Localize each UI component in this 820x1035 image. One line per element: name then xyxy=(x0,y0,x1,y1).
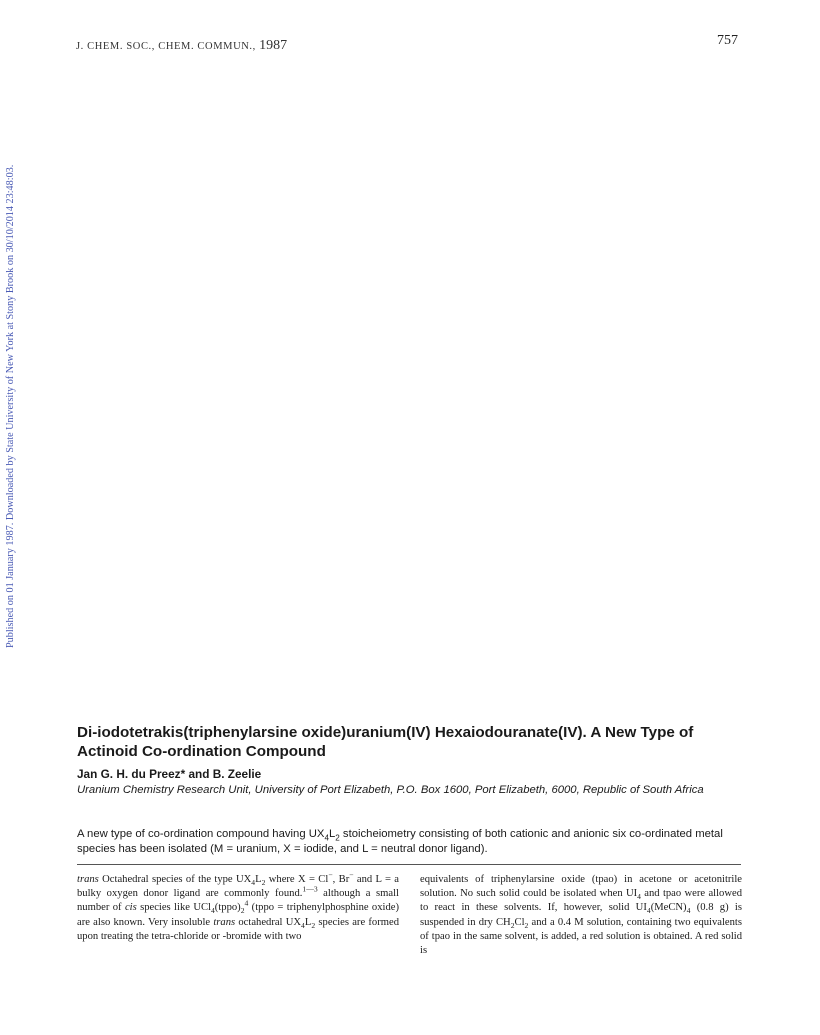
article-affiliation: Uranium Chemistry Research Unit, University of Port Elizabeth, P.O. Box 1600, Port Elizabeth, 6000, Republic of South Africa xyxy=(77,784,704,796)
body-column-right: equivalents of triphenylarsine oxide (tpao) in acetone or acetonitrile solution. No such solid could be isolated when $UI_4$ and tpao were allowed to react in these solvents. If, however, solid $UI_4(MeCN)_4$ (0.8 g) is suspended in dry $CH_2Cl_2$ and a 0.4 M solution, containing two equivalents of tpao in the same solvent, is added, a red solution is obtained. A red solid is xyxy=(420,874,742,957)
journal-year: 1987 xyxy=(259,38,288,53)
citation-ref: 1—3 xyxy=(302,884,318,894)
citation-ref: 4 xyxy=(244,898,249,908)
page-number: 757 xyxy=(717,33,738,48)
journal-name: J. CHEM. SOC., CHEM. COMMUN., xyxy=(76,41,256,52)
download-notice[interactable]: Published on 01 January 1987. Downloaded by State University of New York at Stony Brook on 30/10/2014 23:48:03. xyxy=(5,164,16,648)
article-authors: Jan G. H. du Preez* and B. Zeelie xyxy=(77,767,262,781)
body-column-left: trans Octahedral species of the type $UX_4L_2$ where X = Cl−, Br− and L = a bulky oxygen donor ligand are commonly found.$^{1—3}$ although a small number of cis species like $UCl_4(tppo)_2^4$ (tppo = triphenylphosphine oxide) are also known. Very insoluble trans octahedral $UX_4L_2$ species are formed upon treating the tetra-chloride or -bromide with two xyxy=(77,870,399,942)
article-title: Di-iodotetrakis(triphenylarsine oxide)uranium(IV) Hexaiodouranate(IV). A New Type of Actinoid Co-ordination Compound xyxy=(77,724,694,760)
running-head xyxy=(76,38,287,54)
article-abstract: A new type of co-ordination compound having $UX_4L_2$ stoicheiometry consisting of both cationic and anionic six co-ordinated metal species has been isolated (M = uranium, X = iodide, and L = neutral donor ligand). xyxy=(77,828,723,855)
abstract-divider xyxy=(77,864,741,865)
